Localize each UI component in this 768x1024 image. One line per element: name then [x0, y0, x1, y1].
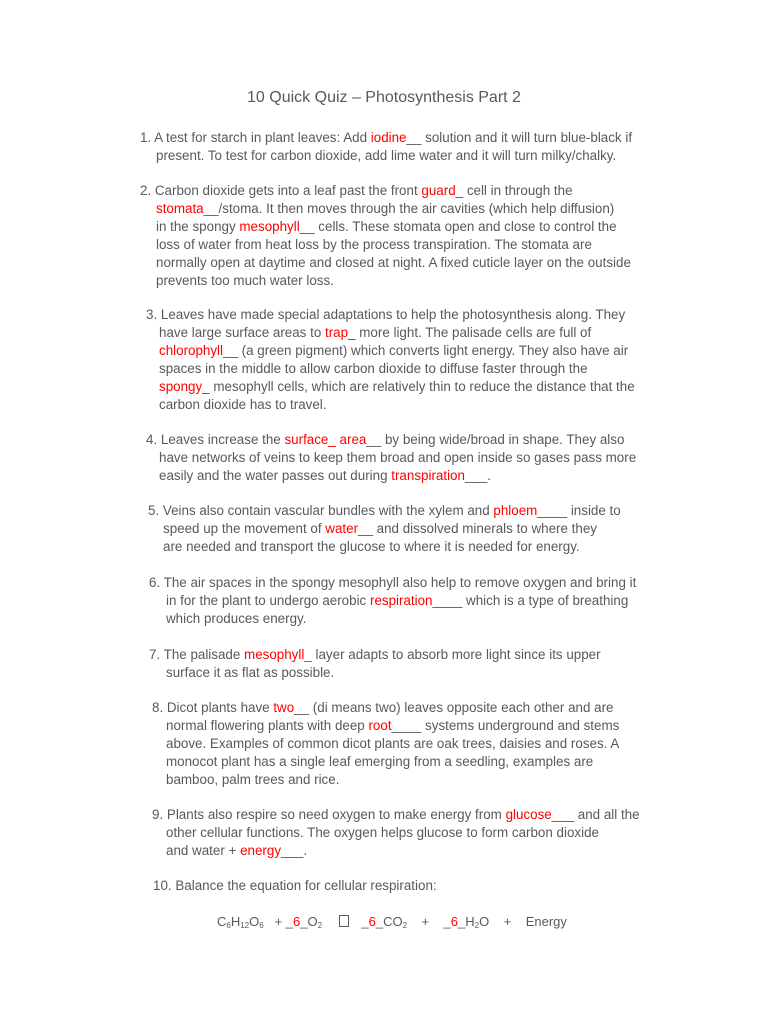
water-formula: $H_2O$	[465, 914, 490, 930]
question-line	[152, 753, 712, 771]
answer-text: mesophyll	[239, 218, 300, 234]
question-line	[140, 182, 700, 200]
question-line	[140, 218, 700, 236]
answer-text: chlorophyll	[159, 342, 224, 358]
question-line	[148, 502, 708, 520]
question-text: 10. Balance the equation for cellular respiration:	[153, 878, 437, 893]
question-text: spaces in the middle to allow carbon dioxide to diffuse faster through the	[159, 360, 588, 376]
question-line	[148, 538, 708, 556]
missing-arrow-glyph-icon	[339, 915, 349, 927]
question-text: ___.	[281, 842, 308, 858]
question-text: which produces energy.	[166, 610, 307, 626]
question-text: in the spongy	[156, 218, 240, 234]
question-9	[152, 806, 712, 860]
question-text: 8. Dicot plants have	[152, 700, 274, 715]
question-line	[140, 147, 700, 165]
question-text: ____ which is a type of breathing	[432, 592, 629, 608]
question-line	[152, 806, 712, 824]
glucose-formula: $C_6H_{12}O_6$	[217, 914, 264, 930]
answer-coefficient-o2: 6	[293, 914, 301, 929]
question-text: mesophyll cells, which are relatively thin to reduce the distance that the	[209, 378, 635, 394]
question-line	[152, 699, 712, 717]
answer-text: water	[325, 520, 359, 536]
question-line	[140, 129, 700, 147]
question-line	[152, 824, 712, 842]
answer-text: root	[368, 717, 392, 733]
answer-text: iodine	[370, 130, 407, 145]
answer-text: trap_	[325, 324, 356, 340]
question-text: loss of water from heat loss by the process transpiration. The stomata are	[156, 236, 592, 252]
question-line	[140, 236, 700, 254]
question-line	[152, 842, 712, 860]
question-6	[149, 574, 709, 628]
question-text: ___.	[464, 467, 492, 483]
question-text: _ layer adapts to absorb more light since its upper	[304, 647, 601, 662]
question-text: speed up the movement of	[163, 520, 326, 536]
question-line	[146, 396, 706, 414]
question-line	[146, 306, 706, 324]
answer-text: phloem	[493, 503, 538, 518]
question-1	[140, 129, 700, 165]
respiration-equation: $C_6H_{12}O_6$ + $\_6\_O_2$ $\_6\_CO_2$ + $\_6\_H_2O$ + Energy	[217, 914, 567, 930]
question-text: monocot plant has a single leaf emerging from a seedling, examples are	[166, 753, 594, 769]
question-line	[146, 449, 706, 467]
question-text: ___ and all the	[551, 807, 640, 822]
question-text: cell in through the	[463, 183, 573, 198]
answer-coefficient-co2: 6	[368, 914, 376, 929]
question-line	[148, 520, 708, 538]
answer-text: two	[273, 700, 295, 715]
answer-text: surface_ area	[284, 432, 367, 447]
question-text: in for the plant to undergo aerobic	[166, 592, 370, 608]
energy-label: Energy	[525, 914, 567, 929]
question-text: 5. Veins also contain vascular bundles with the xylem and	[148, 503, 494, 518]
question-line	[149, 592, 709, 610]
question-text: __ (a green pigment) which converts light energy. They also have air	[223, 342, 629, 358]
question-text: easily and the water passes out during	[159, 467, 392, 483]
question-text: ____ systems underground and stems	[391, 717, 620, 733]
answer-text: respiration	[369, 592, 433, 608]
question-line	[149, 646, 709, 664]
question-text: have networks of veins to keep them broad and open inside so gases pass more	[159, 449, 637, 465]
question-10	[153, 877, 713, 895]
question-line	[146, 467, 706, 485]
question-line	[146, 324, 706, 342]
question-line	[152, 717, 712, 735]
question-text: present. To test for carbon dioxide, add lime water and it will turn milky/chalky.	[156, 147, 617, 163]
question-line	[149, 664, 709, 682]
question-3	[146, 306, 706, 413]
answer-text: glucose	[505, 807, 552, 822]
answer-text: stomata	[156, 200, 204, 216]
question-text: 2. Carbon dioxide gets into a leaf past the front	[140, 183, 422, 198]
question-text: __/stoma. It then moves through the air cavities (which help diffusion)	[203, 200, 615, 216]
question-text: 6. The air spaces in the spongy mesophyll also help to remove oxygen and bring it	[149, 575, 637, 590]
oxygen-formula: $O_2$	[307, 914, 323, 930]
question-text: 1. A test for starch in plant leaves: Add	[140, 130, 371, 145]
answer-text: energy	[240, 842, 282, 858]
question-text: surface it as flat as possible.	[166, 664, 335, 680]
question-text: other cellular functions. The oxygen helps glucose to form carbon dioxide	[166, 824, 599, 840]
question-2	[140, 182, 700, 289]
question-line	[146, 378, 706, 396]
question-text: 7. The palisade	[149, 647, 245, 662]
question-line	[149, 574, 709, 592]
question-line	[146, 360, 706, 378]
question-line	[152, 771, 712, 789]
question-text: __ by being wide/broad in shape. They also	[366, 432, 625, 447]
question-text: __ and dissolved minerals to where they	[358, 520, 597, 536]
carbon-dioxide-formula: $CO_2$	[383, 914, 408, 930]
question-line	[140, 254, 700, 272]
question-text: bamboo, palm trees and rice.	[166, 771, 340, 787]
question-text: __ cells. These stomata open and close to control the	[299, 218, 617, 234]
plus-sign: +	[274, 914, 283, 929]
question-text: above. Examples of common dicot plants are oak trees, daisies and roses. A	[166, 735, 620, 751]
page-title: 10 Quick Quiz – Photosynthesis Part 2	[247, 89, 521, 106]
question-line	[152, 735, 712, 753]
question-text: normally open at daytime and closed at night. A fixed cuticle layer on the outside	[156, 254, 631, 270]
question-text: 9. Plants also respire so need oxygen to make energy from	[152, 807, 506, 822]
question-5	[148, 502, 708, 556]
question-line	[146, 431, 706, 449]
answer-coefficient-h2o: 6	[450, 914, 458, 929]
answer-text: mesophyll	[244, 647, 305, 662]
question-4	[146, 431, 706, 485]
question-line	[140, 200, 700, 218]
question-7	[149, 646, 709, 682]
question-line	[140, 272, 700, 290]
question-text: __ solution and it will turn blue-black if	[406, 130, 633, 145]
question-text: carbon dioxide has to travel.	[159, 396, 327, 412]
question-8	[152, 699, 712, 789]
question-text: 3. Leaves have made special adaptations to help the photosynthesis along. They	[146, 307, 626, 322]
question-text: __ (di means two) leaves opposite each other and are	[294, 700, 614, 715]
question-text: normal flowering plants with deep	[166, 717, 369, 733]
question-text: ____ inside to	[537, 503, 621, 518]
question-text: 4. Leaves increase the	[146, 432, 285, 447]
answer-text: spongy_	[159, 378, 210, 394]
question-text: are needed and transport the glucose to where it is needed for energy.	[163, 538, 580, 554]
question-line	[153, 877, 713, 895]
plus-sign: +	[421, 914, 430, 929]
question-line	[149, 610, 709, 628]
question-line	[146, 342, 706, 360]
question-text: and water +	[166, 842, 241, 858]
plus-sign: +	[503, 914, 512, 929]
question-text: have large surface areas to	[159, 324, 325, 340]
question-text: more light. The palisade cells are full of	[355, 324, 592, 340]
answer-text: transpiration	[391, 467, 465, 483]
answer-text: guard_	[421, 183, 464, 198]
question-text: prevents too much water loss.	[156, 272, 334, 288]
